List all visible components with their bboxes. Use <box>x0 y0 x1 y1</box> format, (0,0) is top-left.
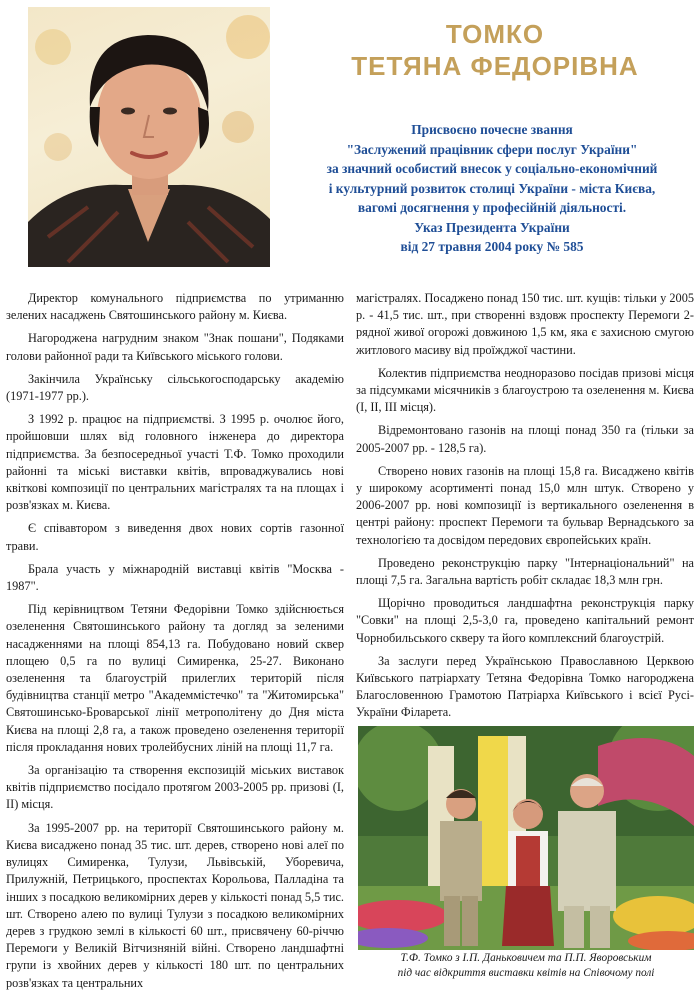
body-paragraph: За заслуги перед Українською Православною Церквою Київського патріархату Тетяна Федорівна Томко нагороджена Благословенною Грамотою Патріарха Київського і всієї Русі-України Філарета. <box>356 653 694 720</box>
portrait-photo <box>28 7 270 267</box>
award-line: Присвоєно почесне звання <box>411 122 573 137</box>
award-line: за значний особистий внесок у соціально-економічний <box>326 161 658 176</box>
award-line: і культурний розвиток столиці України - міста Києва, <box>328 180 656 196</box>
award-line: вагомі досягнення у професійній діяльності. <box>357 200 627 215</box>
body-paragraph-continued: магістралях. Посаджено понад 150 тис. шт. кущів: тільки у 2005 р. - 41,5 тис. шт., при створенні вздовж проспекту Перемоги 2-рядної живої огорожі довжиною 1,5 км, яка є захисною смугою житлового масиву від проїжджої частини. <box>356 291 694 357</box>
body-paragraph: Колектив підприємства неодноразово посідав призові місця за підсумками місячників з благоустрою та озеленення м. Києва (І, ІІ, ІІІ місця). <box>356 365 694 415</box>
body-column-right <box>356 290 694 728</box>
body-paragraph: Під керівництвом Тетяни Федорівни Томко здійснюється озеленення Святошинського району та догляд за зеленими насадженнями на площі 854,13 га. Побудовано новий сквер площею 0,5 га по вулиці Симиренка, 25-27. Виконано озеленення та благоустрій прилеглих територій після будівництва станції метро "Академмістечко" та "Житомирська" Святошинсько-Броварської лінії метрополітену до Дня міста Києва на площі 2,8 га, а також проведено озеленення території після прокладання нових тролейбусних ліній на площі 11,7 га. <box>6 602 344 754</box>
award-line: "Заслужений працівник сфери послуг України" <box>346 141 638 157</box>
award-line: Указ Президента України <box>414 219 570 235</box>
body-paragraph: Є співавтором з виведення двох нових сортів газонної трави. <box>6 521 344 553</box>
body-paragraph: З 1992 р. працює на підприємстві. З 1995 р. очолює його, пройшовши шлях від головного інженера до директора підприємства. За безпосередньої участі Т.Ф. Томко проходили районні та міські виставки квітів, впроваджувались нові квіткові композиції по центральних магістралях та на площах і розв'язках м. Києва. <box>6 412 344 513</box>
person-given-names: ТЕТЯНА ФЕДОРІВНА <box>351 51 639 81</box>
body-paragraph: Щорічно проводиться ландшафтна реконструкція парку "Совки" на площі 2,5-3,0 га, проведено капітальний ремонт Чорнобильського скверу та його комплексний благоустрій. <box>356 596 694 645</box>
body-paragraph: За 1995-2007 рр. на території Святошинського району м. Києва висаджено понад 35 тис. шт. дерев, створено нові алеї по вулицях Симиренка, Тулузи, Львівській, Уборевича, Прилужній, Петрицького, проспектах Корольова, Палладіна та інших з посадкою великомірних дерев у кількості понад 5,5 тис. шт. Створено алею по вулиці Тулузи з посадкою великомірних дерев з грудкою землі в кількості 60 шт., присвячену 60-річчю Перемоги у Великій Вітчизняній війні. Створено ландшафтні групи із хвойних дерев у кількості 180 шт. по центральних розв'язках та центральних <box>6 820 344 990</box>
portrait-illustration <box>28 7 270 267</box>
award-block <box>292 120 692 257</box>
person-surname: ТОМКО <box>445 19 545 49</box>
body-paragraph: За організацію та створення експозицій міських виставок квітів підприємство посідало протягом 2003-2005 рр. призові (І, ІІ) місця. <box>6 763 344 812</box>
award-line: від 27 травня 2004 року № 585 <box>400 239 584 254</box>
group-photo-illustration <box>358 726 694 950</box>
body-paragraph: Проведено реконструкцію парку "Інтернаціональний" на площі 7,5 га. Загальна вартість робіт складає 18,3 млн грн. <box>356 555 694 588</box>
body-paragraph: Нагороджена нагрудним знаком "Знак пошани", Подяками голови районної ради та Київського міського голови. <box>6 331 344 363</box>
photo-caption <box>356 951 696 981</box>
caption-line: Т.Ф. Томко з І.П. Даньковичем та П.П. Яворовським <box>400 952 652 964</box>
body-paragraph: Створено нових газонів на площі 15,8 га. Висаджено квітів у широкому асортименті понад 15,0 млн штук. Створено у 2006-2007 рр. нові композиції із вертикального озеленення в центрі району: проспект Перемоги та бульвар Вернадського за технологією та досвідом передових європейських країн. <box>356 463 694 547</box>
body-paragraph: Директор комунального підприємства по утриманню зелених насаджень Святошинського району м. Києва. <box>6 291 344 323</box>
caption-line: під час відкриття виставки квітів на Співочому полі <box>397 967 655 979</box>
body-paragraph: Відремонтовано газонів на площі понад 350 га (тільки за 2005-2007 рр. - 128,5 га). <box>356 423 694 455</box>
group-photo <box>358 726 694 950</box>
body-column-left <box>6 290 344 998</box>
person-name <box>300 18 690 82</box>
body-paragraph: Брала участь у міжнародній виставці квітів "Москва - 1987". <box>6 561 344 594</box>
body-paragraph: Закінчила Українську сільськогосподарську академію (1971-1977 рр.). <box>6 371 344 404</box>
